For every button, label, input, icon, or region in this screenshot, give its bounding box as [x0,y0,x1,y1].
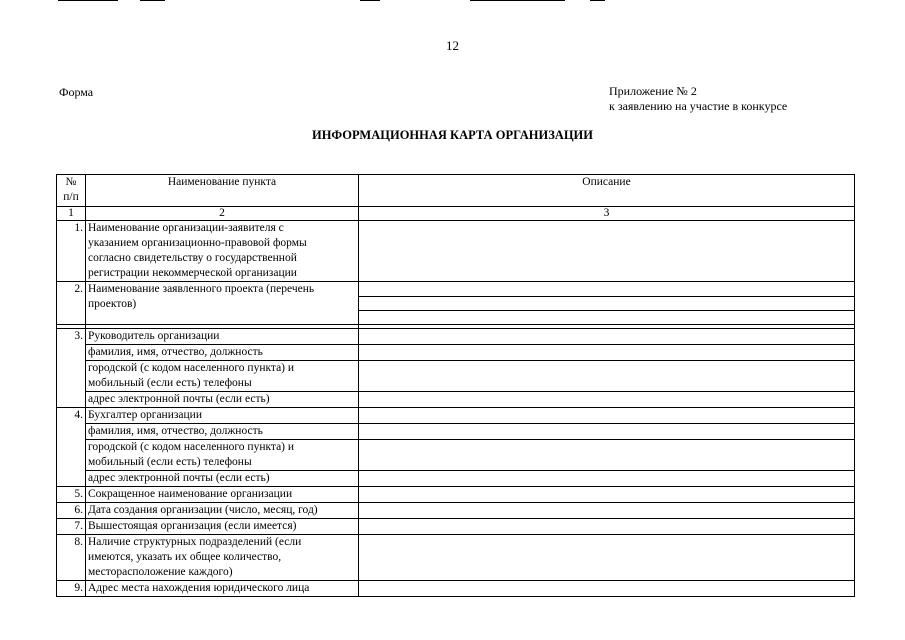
header-description: Описание [359,175,855,207]
document-title: ИНФОРМАЦИОННАЯ КАРТА ОРГАНИЗАЦИИ [311,128,594,142]
page-number: 12 [446,38,459,53]
table-row [57,519,855,535]
row-number: 7. [57,519,86,535]
appendix-line-1: Приложение № 2 [609,84,697,98]
row-description-cell[interactable] [359,311,855,325]
table-subrow [57,440,855,471]
row-description-cell[interactable] [359,282,855,297]
row-item-name: Руководитель организации [86,329,359,345]
column-number: 3 [359,207,855,221]
row-number: 4. [57,408,86,487]
organization-info-table [56,174,855,597]
row-description-cell[interactable] [359,408,855,424]
table-row [57,581,855,597]
table-row [57,221,855,282]
table-subrow [57,345,855,361]
row-number: 5. [57,487,86,503]
row-description-cell[interactable] [359,581,855,597]
row-description-cell[interactable] [359,535,855,581]
form-label: Форма [59,85,94,99]
scan-edge-rule [140,0,165,1]
row-description-cell[interactable] [359,221,855,282]
row-item-name: Наименование заявленного проекта (перечень проектов) [86,282,359,325]
row-description-cell[interactable] [359,519,855,535]
column-number: 1 [57,207,86,221]
scan-edge-rule [470,0,565,1]
subrow-label: фамилия, имя, отчество, должность [86,345,359,361]
subrow-label: фамилия, имя, отчество, должность [86,424,359,440]
row-item-name: Вышестоящая организация (если имеется) [86,519,359,535]
header-num: № п/п [57,175,86,207]
table-row [57,503,855,519]
row-number: 8. [57,535,86,581]
row-item-name: Бухгалтер организации [86,408,359,424]
row-item-name: Адрес места нахождения юридического лица [86,581,359,597]
row-item-name: Наименование организации-заявителя с указанием организационно-правовой формы согласно свидетельству о государственной регистрации некоммерческой организации [86,221,359,282]
row-description-cell[interactable] [359,361,855,392]
table-header-row [57,175,855,207]
scan-edge-rule [590,0,605,1]
row-description-cell[interactable] [359,392,855,408]
table-subrow [57,361,855,392]
row-description-cell[interactable] [359,297,855,311]
table-subrow [57,392,855,408]
column-number: 2 [86,207,359,221]
row-description-cell[interactable] [359,487,855,503]
appendix-line-2: к заявлению на участие в конкурсе [609,99,788,113]
appendix-reference [609,84,787,114]
table-row [57,408,855,424]
row-number: 2. [57,282,86,325]
row-description-cell[interactable] [359,345,855,361]
table-subrow [57,424,855,440]
row-item-name: Наличие структурных подразделений (если имеются, указать их общее количество, месторасположение каждого) [86,535,359,581]
header-name: Наименование пункта [86,175,359,207]
subrow-label: городской (с кодом населенного пункта) и мобильный (если есть) телефоны [86,361,359,392]
row-item-name: Сокращенное наименование организации [86,487,359,503]
row-description-cell[interactable] [359,503,855,519]
subrow-label: городской (с кодом населенного пункта) и мобильный (если есть) телефоны [86,440,359,471]
row-item-name: Дата создания организации (число, месяц, год) [86,503,359,519]
row-description-cell[interactable] [359,471,855,487]
table-row [57,282,855,297]
table-subrow [57,471,855,487]
column-number-row [57,207,855,221]
row-number: 1. [57,221,86,282]
row-number: 6. [57,503,86,519]
row-description-cell[interactable] [359,424,855,440]
row-description-cell[interactable] [359,440,855,471]
row-number: 3. [57,329,86,408]
table-row [57,329,855,345]
row-description-cell[interactable] [359,329,855,345]
scan-edge-rule [58,0,118,1]
scan-edge-rule [360,0,380,1]
subrow-label: адрес электронной почты (если есть) [86,392,359,408]
row-number: 9. [57,581,86,597]
table-row [57,535,855,581]
subrow-label: адрес электронной почты (если есть) [86,471,359,487]
table-row [57,487,855,503]
